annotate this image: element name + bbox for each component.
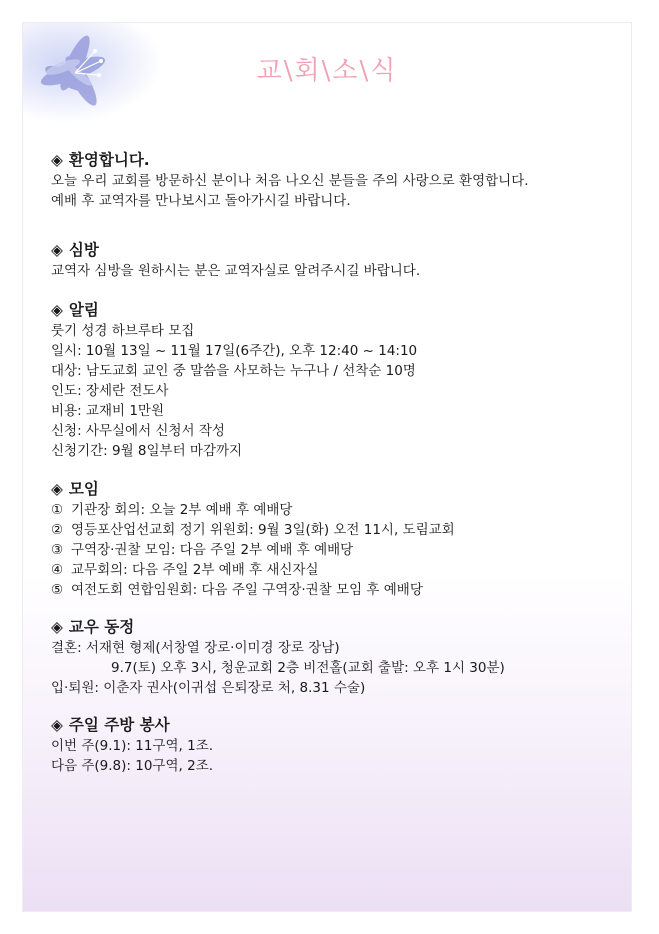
section-heading: ◈ 심방 xyxy=(51,241,99,259)
list-item: ④ 교무회의: 다음 주일 2부 예배 후 새신자실 xyxy=(51,562,319,578)
section-heading: ◈ 알림 xyxy=(51,301,99,319)
diamond-bullet-icon: ◈ xyxy=(51,151,63,169)
diamond-bullet-icon: ◈ xyxy=(51,480,63,498)
text-line: 다음 주(9.8): 10구역, 2조. xyxy=(51,758,214,774)
list-item: ⑤ 여전도회 연합임원회: 다음 주일 구역장·권찰 모임 후 예배당 xyxy=(51,582,423,598)
section-welcome xyxy=(51,149,621,211)
text-line: 결혼: 서재현 형제(서창열 장로·이미경 장로 장남) xyxy=(51,640,340,656)
text-line: 입·퇴원: 이춘자 권사(이귀섭 은퇴장로 처, 8.31 수술) xyxy=(51,680,366,696)
list-item: ③ 구역장·권찰 모임: 다음 주일 2부 예배 후 예배당 xyxy=(51,542,354,558)
text-line: 신청기간: 9월 8일부터 마감까지 xyxy=(51,443,243,459)
section-kitchen-service xyxy=(51,714,621,776)
text-line: 일시: 10월 13일 ~ 11월 17일(6주간), 오후 12:40 ~ 14:10 xyxy=(51,343,418,359)
text-line: 인도: 장세란 전도사 xyxy=(51,383,169,399)
diamond-bullet-icon: ◈ xyxy=(51,716,63,734)
section-heading: ◈ 환영합니다. xyxy=(51,151,150,169)
list-item: ① 기관장 회의: 오늘 2부 예배 후 예배당 xyxy=(51,502,293,518)
page-title: 교\회\소\식 xyxy=(256,56,398,86)
text-line: 신청: 사무실에서 신청서 작성 xyxy=(51,423,225,439)
diamond-bullet-icon: ◈ xyxy=(51,618,63,636)
text-line: 교역자 심방을 원하시는 분은 교역자실로 알려주시길 바랍니다. xyxy=(51,263,421,279)
section-announcement xyxy=(51,299,621,461)
section-heading: ◈ 모임 xyxy=(51,480,99,498)
text-line: 이번 주(9.1): 11구역, 1조. xyxy=(51,738,214,754)
section-heading: ◈ 주일 주방 봉사 xyxy=(51,716,170,734)
section-visitation xyxy=(51,239,621,281)
section-meetings xyxy=(51,478,621,600)
diamond-bullet-icon: ◈ xyxy=(51,241,63,259)
notices-content xyxy=(51,149,621,776)
text-line: 9.7(토) 오후 3시, 청운교회 2층 비전홀(교회 출발: 오후 1시 30분) xyxy=(111,660,505,676)
section-member-news xyxy=(51,616,621,698)
bulletin-page xyxy=(22,22,632,912)
text-line: 예배 후 교역자를 만나보시고 돌아가시길 바랍니다. xyxy=(51,193,351,209)
diamond-bullet-icon: ◈ xyxy=(51,301,63,319)
section-heading: ◈ 교우 동정 xyxy=(51,618,135,636)
text-line: 비용: 교재비 1만원 xyxy=(51,403,165,419)
text-line: 대상: 남도교회 교인 중 말씀을 사모하는 누구나 / 선착순 10명 xyxy=(51,363,416,379)
list-item: ② 영등포산업선교회 정기 위원회: 9월 3일(화) 오전 11시, 도림교회 xyxy=(51,522,455,538)
text-line: 룻기 성경 하브루타 모집 xyxy=(51,323,195,339)
text-line: 오늘 우리 교회를 방문하신 분이나 처음 나오신 분들을 주의 사랑으로 환영합니다. xyxy=(51,173,529,189)
